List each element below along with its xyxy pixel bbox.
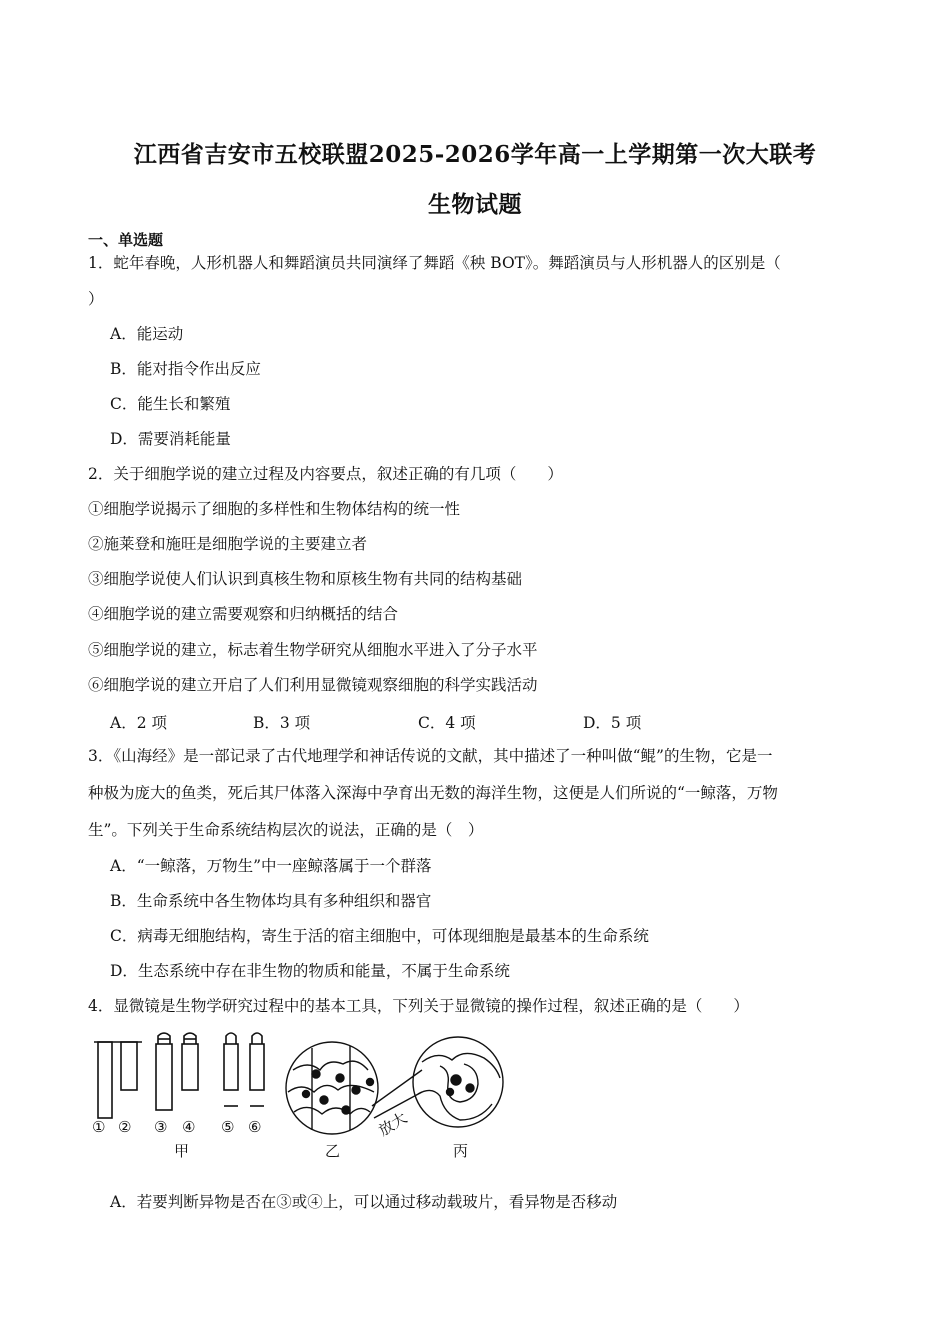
q3-stem-line1: 3．《山海经》是一部记录了古代地理学和神话传说的文献，其中描述了一种叫做“鲲”的生物，它是一 — [88, 747, 773, 765]
label-3: ③ — [154, 1118, 168, 1136]
lens-6-drawing — [250, 1044, 264, 1090]
q2-stem: 2．关于细胞学说的建立过程及内容要点，叙述正确的有几项（ ） — [88, 465, 563, 483]
q3-stem-line3: 生”。下列关于生命系统结构层次的说法，正确的是（ ） — [88, 821, 484, 839]
q2-item-1: ①细胞学说揭示了细胞的多样性和生物体结构的统一性 — [88, 500, 461, 518]
q1-option-c: C．能生长和繁殖 — [110, 395, 231, 413]
lens-3-drawing — [156, 1044, 172, 1110]
lens-4-drawing — [182, 1044, 198, 1090]
label-6: ⑥ — [248, 1118, 262, 1136]
exam-subtitle: 生物试题 — [428, 191, 522, 218]
q4-stem: 4．显微镜是生物学研究过程中的基本工具，下列关于显微镜的操作过程，叙述正确的是（ ） — [88, 997, 749, 1015]
q2-item-3: ③细胞学说使人们认识到真核生物和原核生物有共同的结构基础 — [88, 570, 523, 588]
q2-option-b: B．3 项 — [253, 714, 311, 732]
q3-option-d: D．生态系统中存在非生物的物质和能量，不属于生命系统 — [110, 962, 510, 980]
magnify-label: 放大 — [375, 1108, 411, 1140]
q2-option-a: A．2 项 — [110, 714, 167, 732]
label-4: ④ — [182, 1118, 196, 1136]
q3-option-a: A．“一鲸落，万物生”中一座鲸落属于一个群落 — [110, 857, 432, 875]
q2-item-5: ⑤细胞学说的建立，标志着生物学研究从细胞水平进入了分子水平 — [88, 641, 538, 659]
q2-option-c: C．4 项 — [418, 714, 476, 732]
exam-title: 江西省吉安市五校联盟2025-2026学年高一上学期第一次大联考 — [133, 141, 817, 168]
q2-item-6: ⑥细胞学说的建立开启了人们利用显微镜观察细胞的科学实践活动 — [88, 676, 538, 694]
lens-2-drawing — [121, 1042, 137, 1090]
group-label-jia: 甲 — [174, 1142, 190, 1160]
group-label-bing: 丙 — [453, 1142, 469, 1160]
lens-1-drawing — [98, 1042, 112, 1118]
q2-item-2: ②施莱登和施旺是细胞学说的主要建立者 — [88, 535, 368, 553]
label-2: ② — [118, 1118, 132, 1136]
section-heading: 一、单选题 — [88, 231, 164, 249]
q2-option-d: D．5 项 — [583, 714, 642, 732]
q3-option-b: B．生命系统中各生物体均具有多种组织和器官 — [110, 892, 432, 910]
lens-5-drawing — [224, 1044, 238, 1090]
microscope-figure — [88, 1030, 518, 1170]
q1-option-d: D．需要消耗能量 — [110, 430, 231, 448]
q3-stem-line2: 种极为庞大的鱼类，死后其尸体落入深海中孕育出无数的海洋生物，这便是人们所说的“一鲸落，万物 — [88, 784, 778, 802]
q4-option-a: A．若要判断异物是否在③或④上，可以通过移动载玻片，看异物是否移动 — [110, 1193, 618, 1211]
q3-option-c: C．病毒无细胞结构，寄生于活的宿主细胞中，可体现细胞是最基本的生命系统 — [110, 927, 649, 945]
group-label-yi: 乙 — [325, 1142, 341, 1160]
label-5: ⑤ — [221, 1118, 235, 1136]
label-1: ① — [92, 1118, 106, 1136]
q2-item-4: ④细胞学说的建立需要观察和归纳概括的结合 — [88, 605, 399, 623]
field-of-view-yi — [286, 1042, 378, 1134]
q1-stem-end: ） — [88, 290, 104, 308]
q1-option-b: B．能对指令作出反应 — [110, 360, 261, 378]
q1-stem: 1．蛇年春晚，人形机器人和舞蹈演员共同演绎了舞蹈《秧 BOT》。舞蹈演员与人形机器人的区别是（ — [88, 254, 781, 272]
q1-option-a: A．能运动 — [110, 325, 184, 343]
